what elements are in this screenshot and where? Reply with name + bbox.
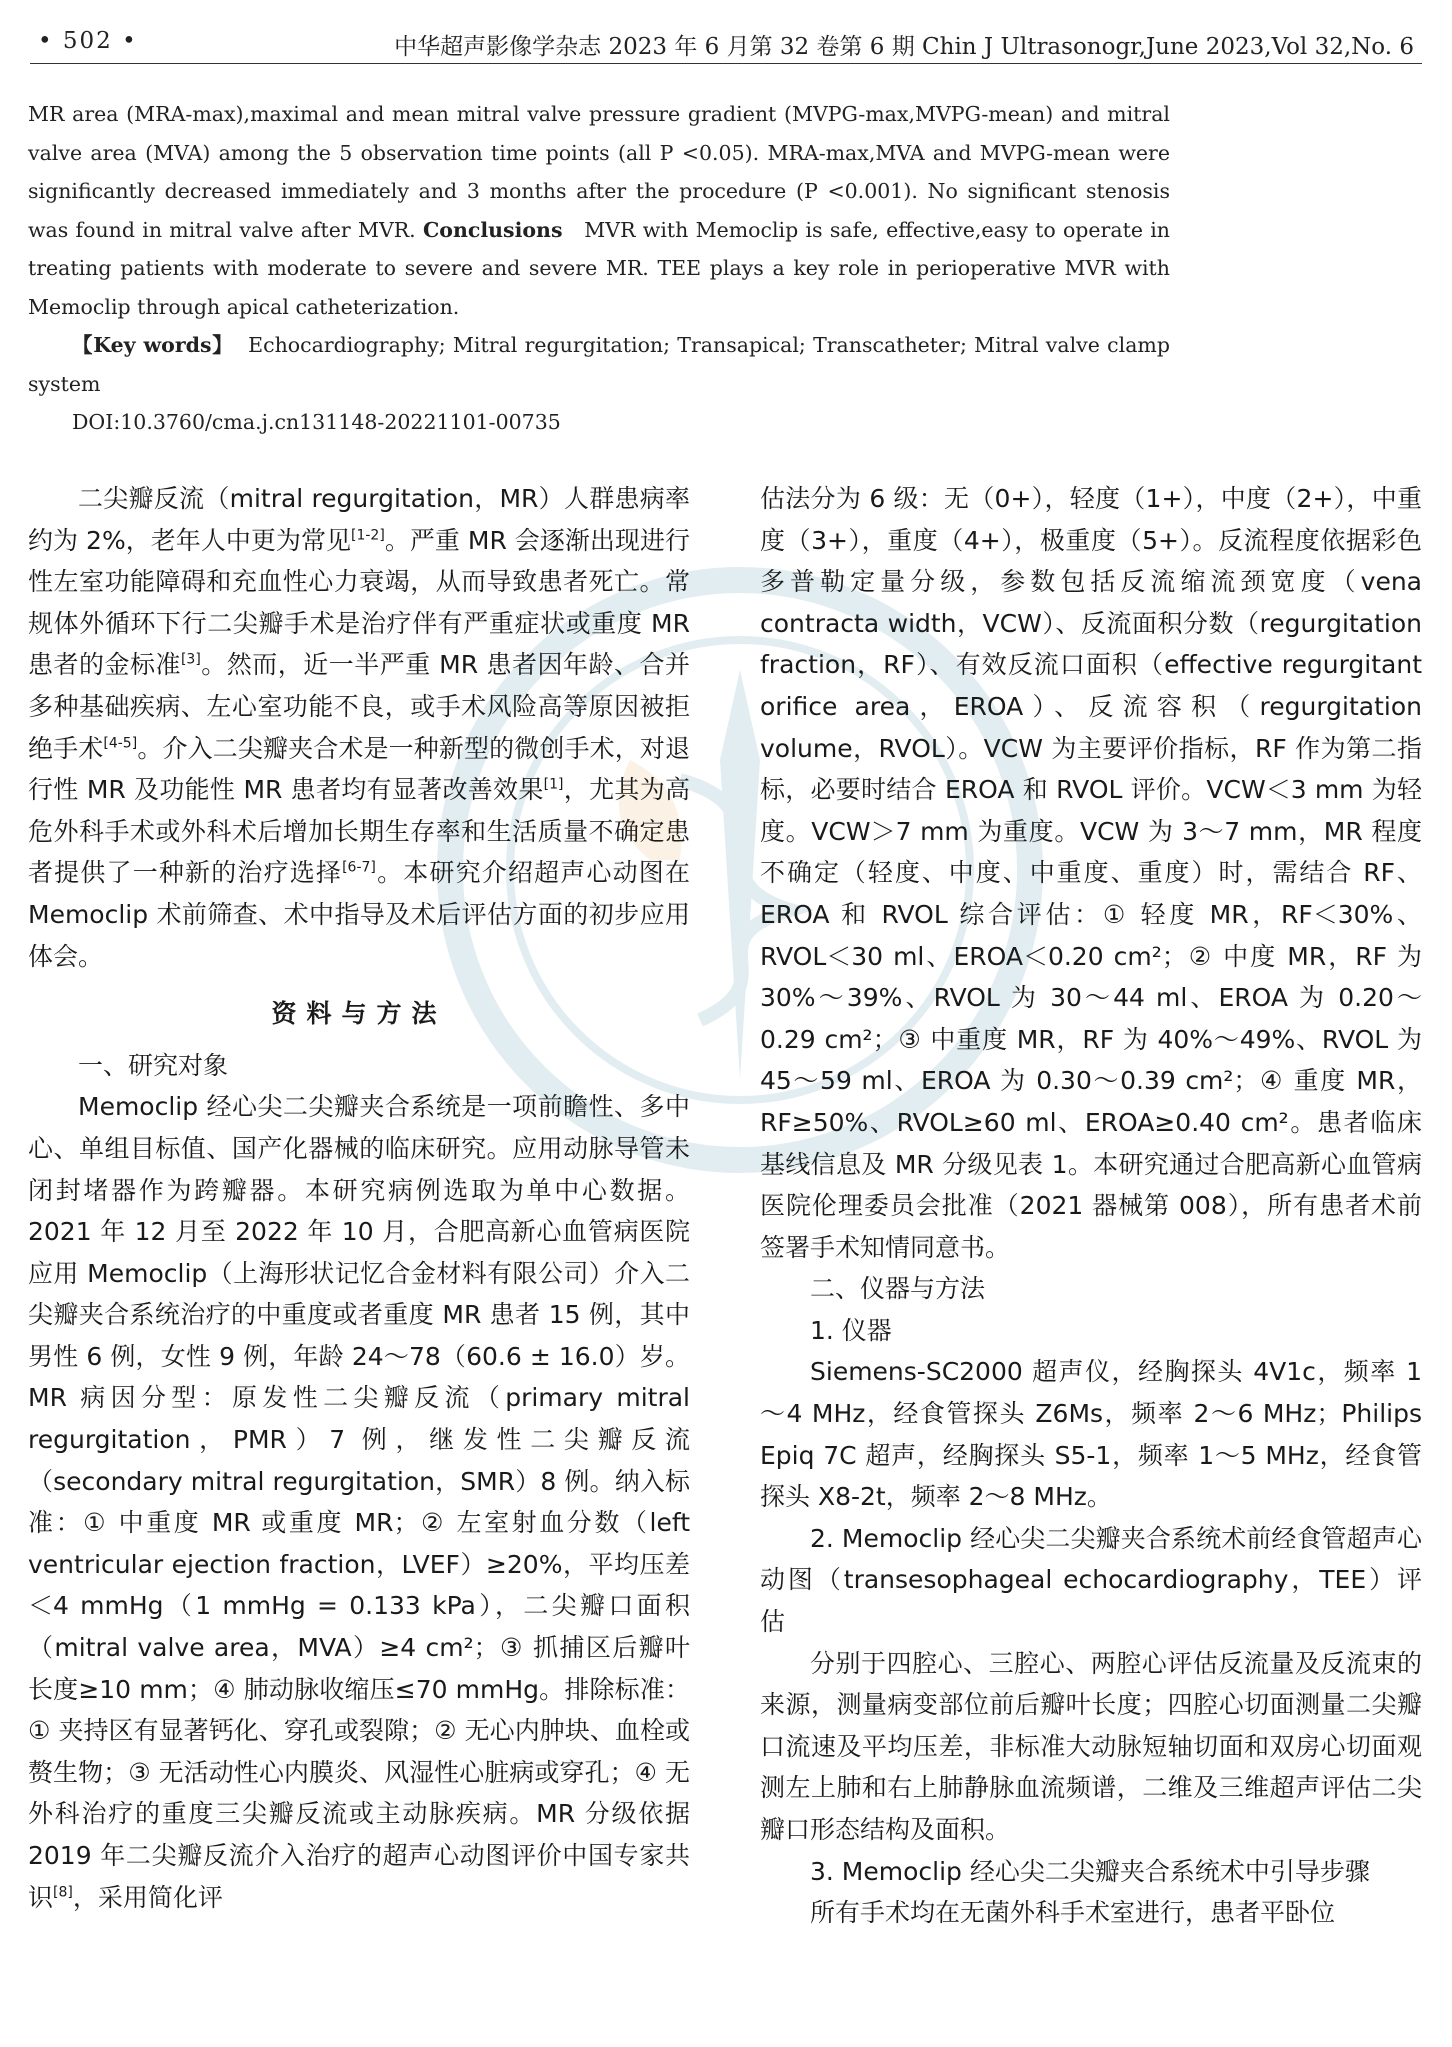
right-column — [760, 478, 1422, 1934]
citation-8: [8] — [53, 1884, 73, 1901]
section-title: 资料与方法 — [271, 999, 447, 1029]
abstract-body — [28, 95, 1170, 326]
conclusions-label: Conclusions — [422, 217, 563, 242]
intro-text-5: ，尤其为高危外科手术或外科术后增加长期生存率和生活质量不确定患者提供了一种新的治疗选择 — [28, 775, 690, 888]
page-number: • 502 • — [38, 28, 138, 54]
conclusions-text: MVR with Memoclip is safe, effective,easy to operate in treating patients with moderate to severe and severe MR. TEE plays a key role in perioperative MVR with Memoclip through apical catheterization. — [28, 217, 1170, 319]
subsection-instruments-methods: 二、仪器与方法 — [810, 1274, 986, 1304]
subsection-preop-tee: 2. Memoclip 经心尖二尖瓣夹合系统术前经食管超声心动图（transesophageal echocardiography，TEE）评估 — [760, 1523, 1422, 1637]
keywords — [28, 326, 1170, 403]
intro-text-6: 。本研究介绍超声心动图在 Memoclip 术前筛查、术中指导及术后评估方面的初步应用体会。 — [28, 858, 690, 971]
intro-text-2: 。严重 MR 会逐渐出现进行性左室功能障碍和充血性心力衰竭，从而导致患者死亡。常规体外循环下行二尖瓣手术是治疗伴有严重症状或重度 MR 患者的金标准 — [28, 525, 690, 680]
tee-paragraph: 分别于四腔心、三腔心、两腔心评估反流量及反流束的来源，测量病变部位前后瓣叶长度；四腔心切面测量二尖瓣口流速及平均压差，非标准大动脉短轴切面和双房心切面观测左上肺和右上肺静脉血流频谱，二维及三维超声评估二尖瓣口形态结构及面积。 — [760, 1648, 1422, 1844]
citation-4-5: [4-5] — [103, 735, 138, 752]
left-column — [28, 478, 690, 1918]
header-rule — [30, 63, 1422, 64]
intraop-paragraph: 所有手术均在无菌外科手术室进行，患者平卧位 — [810, 1898, 1336, 1928]
running-header — [30, 22, 1422, 60]
subsection-intraop-guidance: 3. Memoclip 经心尖二尖瓣夹合系统术中引导步骤 — [810, 1856, 1370, 1886]
subsection-instruments: 1. 仪器 — [810, 1315, 892, 1345]
intro-paragraph — [28, 478, 690, 977]
doi: DOI:10.3760/cma.j.cn131148-20221101-00735 — [72, 410, 561, 434]
keywords-label: 【Key words】 — [72, 333, 234, 357]
study-text-end: ，采用简化评 — [72, 1882, 223, 1912]
instrument-paragraph: Siemens-SC2000 超声仪，经胸探头 4V1c，频率 1～4 MHz，经食管探头 Z6Ms，频率 2～6 MHz；Philips Epiq 7C 超声，经胸探头 S5-1，频率 1～5 MHz，经食管探头 X8-2t，频率 2～8 MHz。 — [760, 1357, 1422, 1512]
english-abstract — [28, 95, 1170, 442]
intro-text-3: 。然而，近一半严重 MR 患者因年龄、合并多种基础疾病、左心室功能不良，或手术风险高等原因被拒绝手术 — [28, 650, 690, 763]
study-text: Memoclip 经心尖二尖瓣夹合系统是一项前瞻性、多中心、单组目标值、国产化器械的临床研究。应用动脉导管未闭封堵器作为跨瓣器。本研究病例选取为单中心数据。2021 年 12 月至 2022 年 10 月，合肥高新心血管病医院应用 Memoclip（上海形状记忆合金材料有限公司）介入二尖瓣夹合系统治疗的中重度或者重度 MR 患者 15 例，其中男性 6 例，女性 9 例，年龄 24～78（60.6 ± 16.0）岁。MR 病因分型：原发性二尖瓣反流（primary mitral regurgitation，PMR）7 例，继发性二尖瓣反流（secondary mitral regurgitation，SMR）8 例。纳入标准：① 中重度 MR 或重度 MR；② 左室射血分数（left ventricular ejection fraction，LVEF）≥20%，平均压差＜4 mmHg（1 mmHg = 0.133 kPa），二尖瓣口面积（mitral valve area，MVA）≥4 cm²；③ 抓捕区后瓣叶长度≥10 mm；④ 肺动脉收缩压≤70 mmHg。排除标准：① 夹持区有显著钙化、穿孔或裂隙；② 无心内肿块、血栓或赘生物；③ 无活动性心内膜炎、风湿性心脏病或穿孔；④ 无外科治疗的重度三尖瓣反流或主动脉疾病。MR 分级依据 2019 年二尖瓣反流介入治疗的超声心动图评价中国专家共识 — [28, 1092, 690, 1912]
citation-1-2: [1-2] — [351, 527, 385, 544]
subsection-study-subjects: 一、研究对象 — [78, 1050, 229, 1080]
journal-citation: 中华超声影像学杂志 2023 年 6 月第 32 卷第 6 期 Chin J Ultrasonogr,June 2023,Vol 32,No. 6 — [394, 34, 1414, 60]
citation-6-7: [6-7] — [342, 860, 376, 877]
abstract-results-tail: MR area (MRA-max),maximal and mean mitral valve pressure gradient (MVPG-max,MVPG-mean) and mitral valve area (MVA) among the 5 observation time points (all P <0.05). MRA-max,MVA and MVPG-mean were significantly decreased immediately and 3 months after the procedure (P <0.001). No significant stenosis was found in mitral valve after MVR. — [28, 102, 1170, 242]
citation-1: [1] — [543, 776, 564, 793]
keywords-text: Echocardiography; Mitral regurgitation; Transapical; Transcatheter; Mitral valve clamp system — [28, 333, 1170, 396]
citation-3: [3] — [180, 652, 201, 669]
intro-text-4: 。介入二尖瓣夹合术是一种新型的微创手术，对退行性 MR 及功能性 MR 患者均有显著改善效果 — [28, 733, 690, 805]
intro-text-1: 二尖瓣反流（mitral regurgitation，MR）人群患病率约为 2%，老年人中更为常见 — [28, 484, 690, 555]
grading-paragraph: 估法分为 6 级：无（0+），轻度（1+），中度（2+），中重度（3+），重度（4+），极重度（5+）。反流程度依据彩色多普勒定量分级，参数包括反流缩流颈宽度（vena contracta width，VCW）、反流面积分数（regurgitation fraction，RF）、有效反流口面积（effective regurgitant orifice area，EROA）、反流容积（regurgitation volume，RVOL）。VCW 为主要评价指标，RF 作为第二指标，必要时结合 EROA 和 RVOL 评价。VCW＜3 mm 为轻度。VCW＞7 mm 为重度。VCW 为 3～7 mm，MR 程度不确定（轻度、中度、中重度、重度）时，需结合 RF、EROA 和 RVOL 综合评估：① 轻度 MR，RF＜30%、RVOL＜30 ml、EROA＜0.20 cm²；② 中度 MR，RF 为 30%～39%、RVOL 为 30～44 ml、EROA 为 0.20～0.29 cm²；③ 中重度 MR，RF 为 40%～49%、RVOL 为 45～59 ml、EROA 为 0.30～0.39 cm²；④ 重度 MR，RF≥50%、RVOL≥60 ml、EROA≥0.40 cm²。患者临床基线信息及 MR 分级见表 1。本研究通过合肥高新心血管病医院伦理委员会批准（2021 器械第 008），所有患者术前签署手术知情同意书。 — [760, 484, 1422, 1262]
study-paragraph — [28, 1086, 690, 1918]
